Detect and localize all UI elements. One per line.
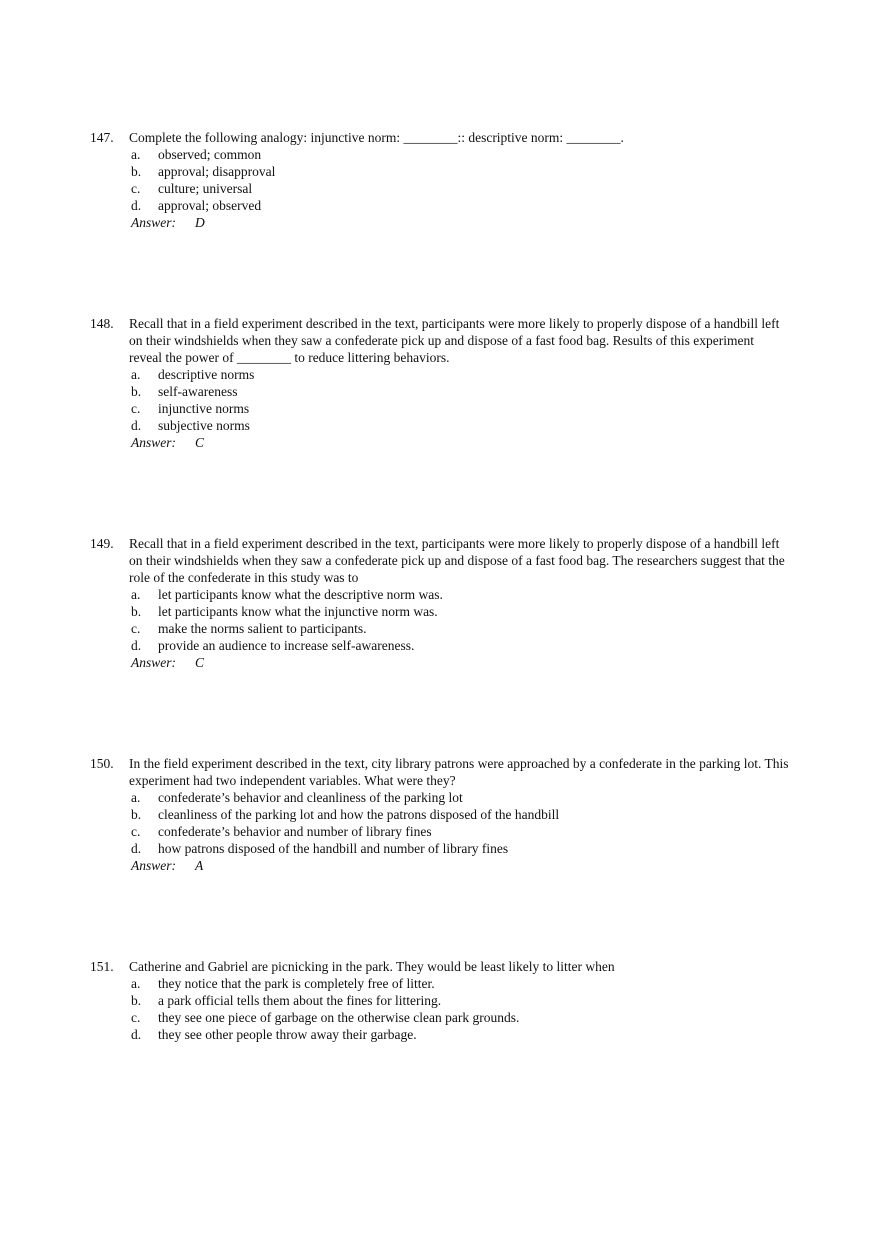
answer-label: Answer: — [131, 858, 176, 873]
choice-d — [129, 1026, 790, 1043]
choice-text: they notice that the park is completely free of litter. — [158, 976, 435, 991]
choice-letter: c. — [131, 824, 141, 839]
question-151 — [90, 958, 790, 1043]
choice-text: let participants know what the injunctive norm was. — [158, 604, 438, 619]
answer-label: Answer: — [131, 435, 176, 450]
question-number: 148. — [90, 316, 114, 331]
choice-text: subjective norms — [158, 418, 250, 433]
choice-letter: a. — [131, 587, 141, 602]
choice-c — [129, 400, 790, 417]
answer-label: Answer: — [131, 215, 176, 230]
question-150 — [90, 755, 790, 874]
answer-value: C — [195, 655, 205, 670]
choice-text: injunctive norms — [158, 401, 250, 416]
question-header — [90, 129, 790, 146]
choice-letter: b. — [131, 807, 142, 822]
choice-letter: b. — [131, 164, 142, 179]
choice-letter: d. — [131, 1027, 142, 1042]
choice-b — [129, 163, 790, 180]
answer-value: D — [195, 215, 205, 230]
question-number: 149. — [90, 536, 114, 551]
answer-value: A — [195, 858, 204, 873]
choice-letter: a. — [131, 147, 141, 162]
choice-d — [129, 637, 790, 654]
choice-d — [129, 840, 790, 857]
choice-d — [129, 417, 790, 434]
choice-letter: a. — [131, 790, 141, 805]
choice-b — [129, 806, 790, 823]
choice-letter: a. — [131, 367, 141, 382]
choice-letter: c. — [131, 621, 141, 636]
choice-b — [129, 992, 790, 1009]
question-stem: Recall that in a field experiment described in the text, participants were more likely to properly dispose of a handbill left on their windshields when they saw a confederate pick up and dispose of a fast food bag. The researchers suggest that the role of the confederate in this study was to — [129, 536, 785, 585]
choice-letter: b. — [131, 384, 142, 399]
answer-line — [131, 654, 790, 671]
choice-list — [129, 146, 790, 214]
choice-letter: c. — [131, 1010, 141, 1025]
choice-list — [129, 975, 790, 1043]
question-number: 151. — [90, 959, 114, 974]
question-header — [90, 535, 790, 586]
choice-text: confederate’s behavior and cleanliness of the parking lot — [158, 790, 463, 805]
choice-text: cleanliness of the parking lot and how the patrons disposed of the handbill — [158, 807, 560, 822]
choice-text: a park official tells them about the fines for littering. — [158, 993, 442, 1008]
choice-a — [129, 789, 790, 806]
choice-d — [129, 197, 790, 214]
choice-text: descriptive norms — [158, 367, 255, 382]
choice-c — [129, 823, 790, 840]
question-147 — [90, 129, 790, 231]
choice-c — [129, 180, 790, 197]
question-stem: Complete the following analogy: injunctive norm: ________:: descriptive norm: ________. — [129, 130, 624, 145]
question-number: 147. — [90, 130, 114, 145]
choice-a — [129, 975, 790, 992]
choice-text: provide an audience to increase self-awareness. — [158, 638, 415, 653]
question-stem: Catherine and Gabriel are picnicking in the park. They would be least likely to litter when — [129, 959, 615, 974]
choice-b — [129, 383, 790, 400]
choice-text: approval; disapproval — [158, 164, 276, 179]
choice-list — [129, 789, 790, 857]
answer-value: C — [195, 435, 205, 450]
choice-letter: d. — [131, 638, 142, 653]
answer-line — [131, 214, 790, 231]
choice-letter: d. — [131, 418, 142, 433]
choice-list — [129, 366, 790, 434]
choice-a — [129, 366, 790, 383]
question-stem: In the field experiment described in the text, city library patrons were approached by a confederate in the parking lot. This experiment had two independent variables. What were they? — [129, 756, 789, 788]
choice-letter: c. — [131, 401, 141, 416]
question-header — [90, 958, 790, 975]
choice-text: let participants know what the descriptive norm was. — [158, 587, 443, 602]
choice-text: make the norms salient to participants. — [158, 621, 367, 636]
choice-text: approval; observed — [158, 198, 262, 213]
choice-a — [129, 586, 790, 603]
choice-b — [129, 603, 790, 620]
choice-letter: c. — [131, 181, 141, 196]
question-header — [90, 755, 790, 789]
choice-text: confederate’s behavior and number of library fines — [158, 824, 432, 839]
choice-text: they see one piece of garbage on the otherwise clean park grounds. — [158, 1010, 520, 1025]
choice-letter: d. — [131, 841, 142, 856]
choice-text: how patrons disposed of the handbill and number of library fines — [158, 841, 509, 856]
answer-line — [131, 434, 790, 451]
question-stem: Recall that in a field experiment described in the text, participants were more likely to properly dispose of a handbill left on their windshields when they saw a confederate pick up and dispose of a fast food bag. Results of this experiment reveal the power of ________ to reduce littering behaviors. — [129, 316, 780, 365]
choice-letter: b. — [131, 993, 142, 1008]
choice-a — [129, 146, 790, 163]
choice-text: culture; universal — [158, 181, 253, 196]
choice-list — [129, 586, 790, 654]
choice-letter: d. — [131, 198, 142, 213]
answer-label: Answer: — [131, 655, 176, 670]
question-148 — [90, 315, 790, 451]
choice-text: they see other people throw away their garbage. — [158, 1027, 417, 1042]
question-header — [90, 315, 790, 366]
question-number: 150. — [90, 756, 114, 771]
choice-letter: b. — [131, 604, 142, 619]
choice-c — [129, 1009, 790, 1026]
choice-text: observed; common — [158, 147, 262, 162]
choice-text: self-awareness — [158, 384, 238, 399]
question-149 — [90, 535, 790, 671]
answer-line — [131, 857, 790, 874]
choice-c — [129, 620, 790, 637]
choice-letter: a. — [131, 976, 141, 991]
